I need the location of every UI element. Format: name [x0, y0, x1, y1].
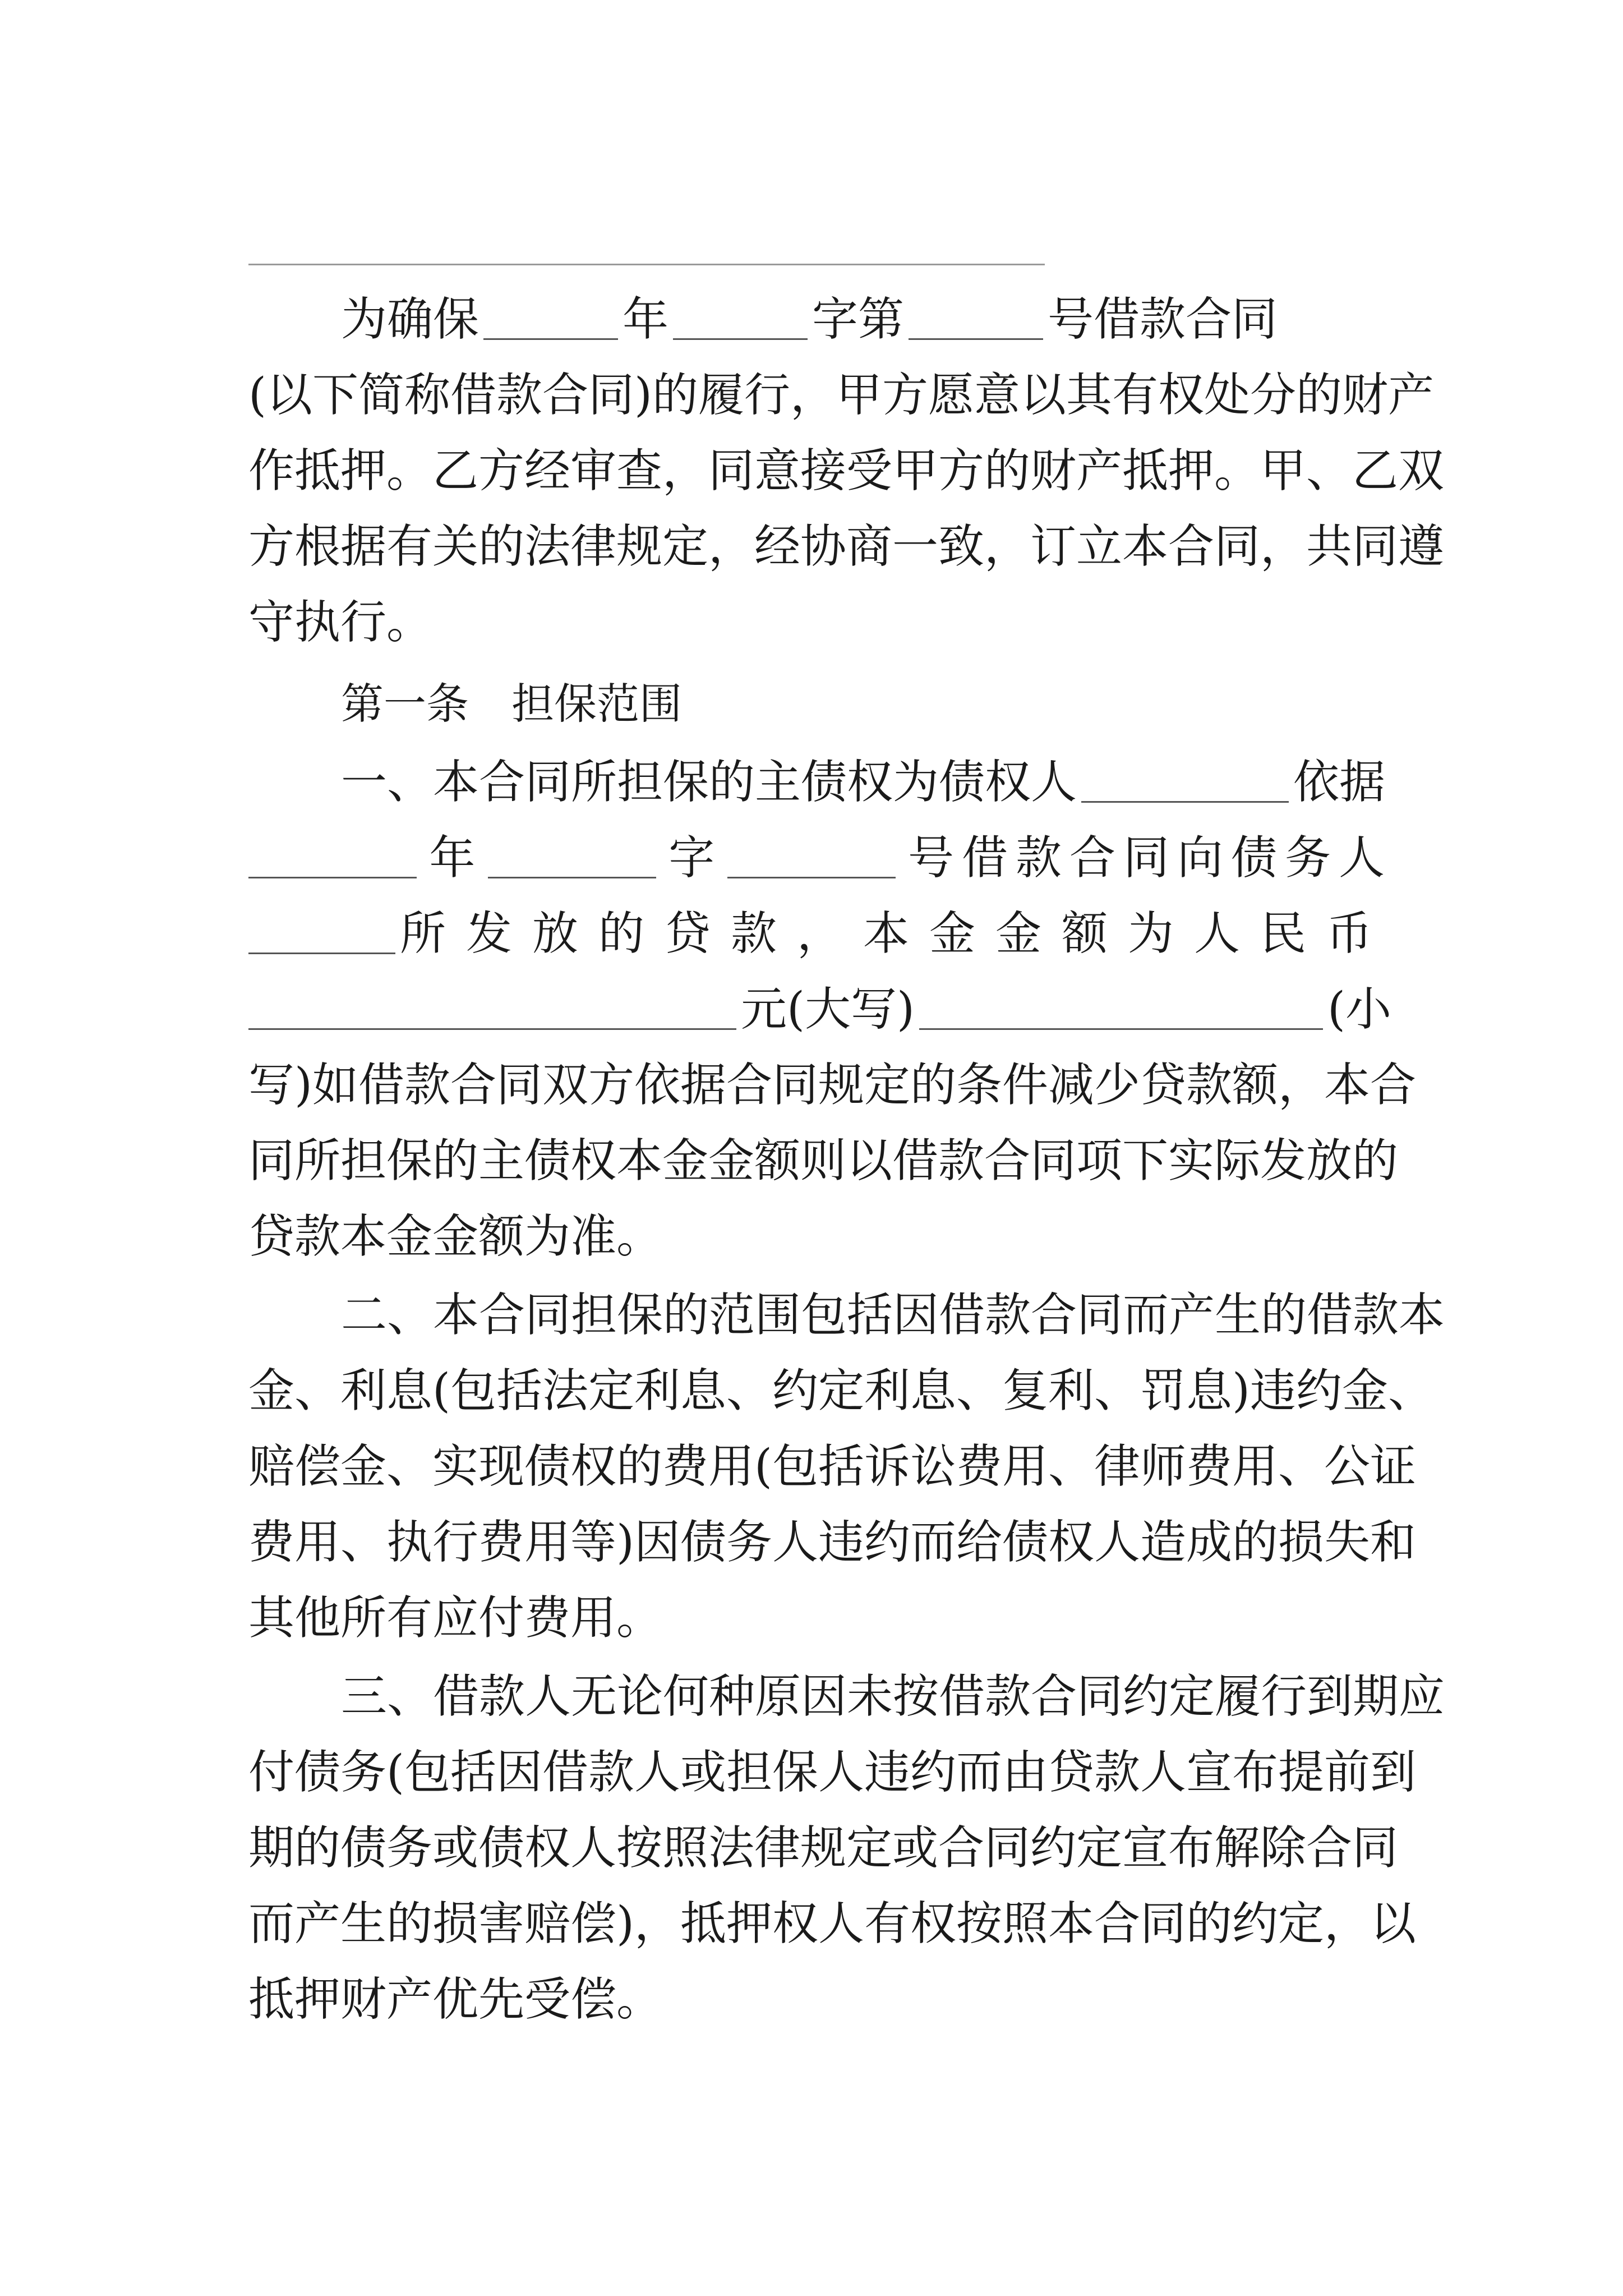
clause-3-line-5: 抵押财产优先受偿。	[248, 1973, 663, 2026]
blank-loan-year[interactable]	[248, 839, 417, 878]
clause-1-line-5: 写)如借款合同双方依据合同规定的条件减少贷款额，本合	[248, 1059, 1416, 1112]
clause-3-line-1: 三、借款人无论何种原因未按借款合同约定履行到期应	[341, 1670, 1445, 1723]
clause-2-line-1: 二、本合同担保的范围包括因借款合同而产生的借款本	[341, 1289, 1445, 1342]
header-rule	[248, 264, 1045, 265]
clause-2-line-5: 其他所有应付费用。	[248, 1591, 663, 1645]
preamble-line-1: 为确保 年 字第 号借款合同	[341, 293, 1278, 346]
clause-1-line-6: 同所担保的主债权本金金额则以借款合同项下实际发放的	[248, 1134, 1399, 1188]
clause-2-line-2: 金、利息(包括法定利息、约定利息、复利、罚息)违约金、	[248, 1364, 1434, 1418]
clause-2-line-4: 费用、执行费用等)因债务人违约而给债权人造成的损失和	[248, 1516, 1416, 1569]
clause-3-line-3: 期的债务或债权人按照法律规定或合同约定宣布解除合同	[248, 1821, 1399, 1875]
clause-3-line-2: 付债务(包括因借款人或担保人违约而由贷款人宣布提前到	[248, 1746, 1416, 1799]
preamble-line-5: 守执行。	[248, 596, 433, 649]
blank-word[interactable]	[673, 300, 808, 340]
clause-2-line-3: 赔偿金、实现债权的费用(包括诉讼费用、律师费用、公证	[248, 1440, 1416, 1493]
article-1-title: 第一条 担保范围	[341, 679, 682, 729]
blank-year[interactable]	[483, 300, 618, 340]
clause-1-line-3: 所发放的贷款，本金金额为人民币	[248, 898, 1393, 970]
blank-loan-word[interactable]	[488, 839, 656, 878]
preamble-line-4: 方根据有关的法律规定，经协商一致，订立本合同，共同遵	[248, 520, 1445, 573]
blank-debtor[interactable]	[248, 914, 395, 954]
clause-1-line-4: 元(大写) (小	[248, 973, 1393, 1046]
clause-1-line-1: 一、本合同所担保的主债权为债权人 依据	[341, 756, 1386, 809]
blank-amount-capital[interactable]	[248, 990, 736, 1030]
blank-amount-figures[interactable]	[919, 990, 1323, 1030]
blank-number[interactable]	[909, 300, 1043, 340]
blank-loan-number[interactable]	[727, 839, 896, 878]
clause-1-line-2: 年 字 号借款合同向债务人	[248, 822, 1393, 895]
preamble-line-3: 作抵押。乙方经审查，同意接受甲方的财产抵押。甲、乙双	[248, 444, 1445, 498]
preamble-line-2: (以下简称借款合同)的履行，甲方愿意以其有权处分的财产	[248, 369, 1434, 422]
clause-3-line-4: 而产生的损害赔偿)，抵押权人有权按照本合同的约定，以	[248, 1897, 1416, 1950]
clause-1-line-7: 贷款本金金额为准。	[248, 1210, 663, 1263]
blank-creditor[interactable]	[1081, 763, 1289, 803]
